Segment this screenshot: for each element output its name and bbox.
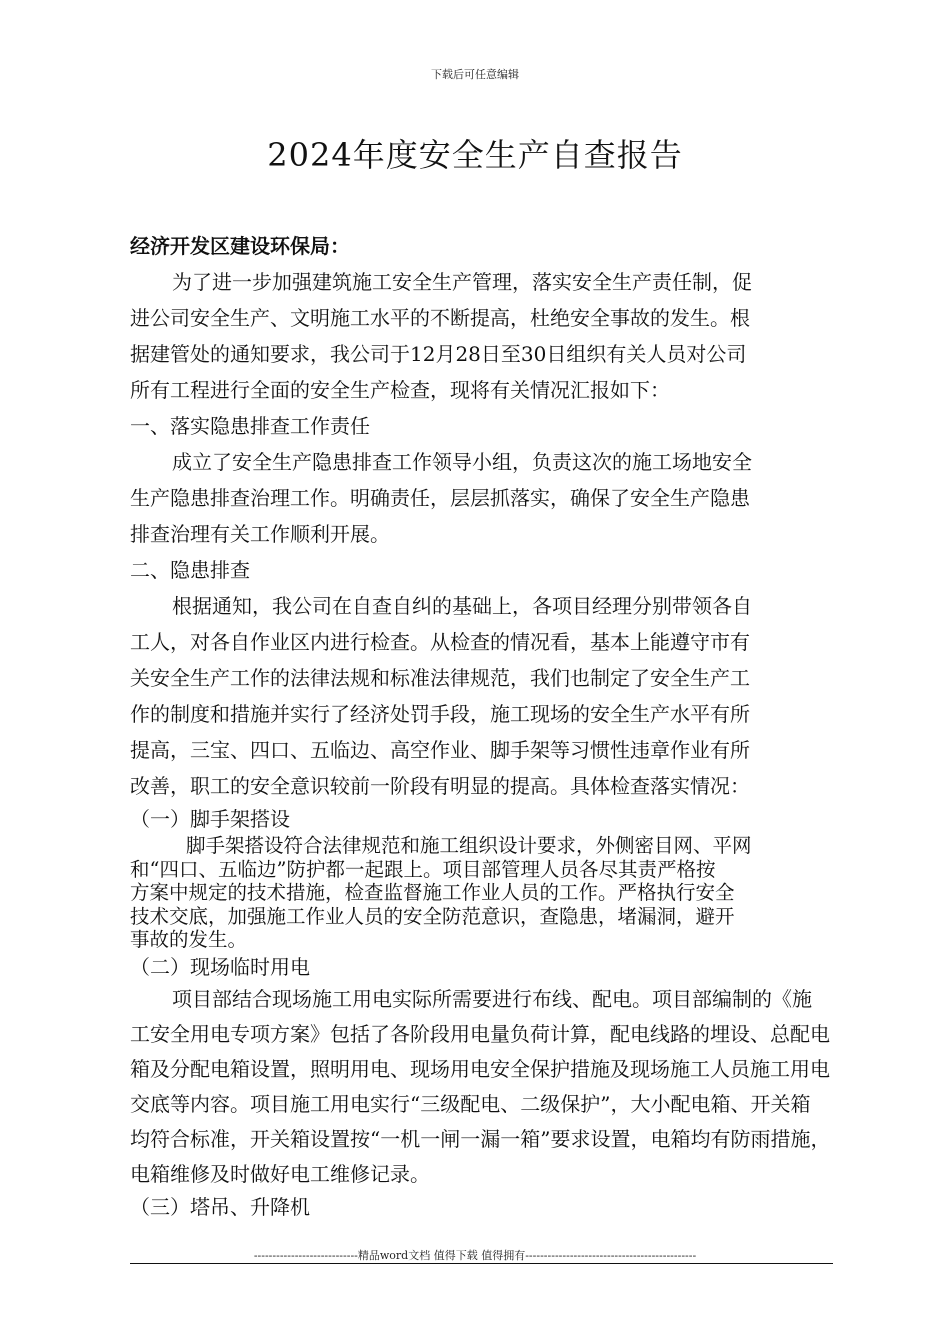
intro-line: 据建管处的通知要求，我公司于12月28日至30日组织有关人员对公司: [130, 342, 747, 366]
section-2-paragraph: [130, 588, 830, 804]
intro-line: 进公司安全生产、文明施工水平的不断提高，杜绝安全事故的发生。根: [130, 306, 750, 330]
paragraph-line: 工安全用电专项方案》包括了各阶段用电量负荷计算，配电线路的埋设、总配电: [130, 1021, 830, 1046]
paragraph-line: 电箱维修及时做好电工维修记录。: [130, 1161, 430, 1186]
paragraph-line: 交底等内容。项目施工用电实行“三级配电、二级保护”，大小配电箱、开关箱: [130, 1091, 811, 1116]
paragraph-line: 成立了安全生产隐患排查工作领导小组，负责这次的施工场地安全: [172, 450, 752, 474]
intro-paragraph: [130, 264, 830, 408]
paragraph-line: 均符合标准，开关箱设置按“一机一闸一漏一箱”要求设置，电箱均有防雨措施，: [130, 1126, 831, 1151]
paragraph-line: 提高，三宝、四口、五临边、高空作业、脚手架等习惯性违章作业有所: [130, 738, 750, 762]
section-heading-2: 二、隐患排查: [130, 558, 250, 582]
subsection-heading-3: （三）塔吊、升降机: [130, 1194, 310, 1219]
paragraph-line: 根据通知，我公司在自查自纠的基础上，各项目经理分别带领各自: [172, 594, 752, 618]
footer-text: ----------------------------精品word文档 值得下载 值得拥有----------------------------------------------: [253, 1249, 697, 1262]
addressee: 经济开发区建设环保局：: [130, 234, 350, 258]
paragraph-line: 关安全生产工作的法律法规和标准法律规范，我们也制定了安全生产工: [130, 666, 750, 690]
intro-line: 所有工程进行全面的安全生产检查，现将有关情况汇报如下：: [130, 378, 670, 402]
subsection-heading-2: （二）现场临时用电: [130, 954, 310, 979]
section-heading-1: 一、落实隐患排查工作责任: [130, 414, 370, 438]
footer-divider: [130, 1263, 833, 1264]
paragraph-line: 箱及分配电箱设置，照明用电、现场用电安全保护措施及现场施工人员施工用电: [130, 1056, 830, 1081]
paragraph-line: 技术交底，加强施工作业人员的安全防范意识，查隐患，堵漏洞，避开: [130, 904, 735, 928]
paragraph-line: 工人，对各自作业区内进行检查。从检查的情况看，基本上能遵守市有: [130, 630, 750, 654]
paragraph-line: 改善，职工的安全意识较前一阶段有明显的提高。具体检查落实情况：: [130, 774, 750, 798]
subsection-heading-1: （一）脚手架搭设: [130, 807, 290, 831]
paragraph-line: 脚手架搭设符合法律规范和施工组织设计要求，外侧密目网、平网: [186, 834, 752, 857]
paragraph-line: 方案中规定的技术措施，检查监督施工作业人员的工作。严格执行安全: [130, 881, 735, 904]
paragraph-line: 和“四口、五临边”防护都一起跟上。项目部管理人员各尽其责严格按: [130, 857, 716, 881]
page-title: 2024年度安全生产自查报告: [267, 136, 683, 174]
subsection-2-paragraph: [130, 982, 830, 1192]
paragraph-line: 事故的发生。: [130, 928, 248, 951]
document-body: [130, 228, 830, 1222]
paragraph-line: 生产隐患排查治理工作。明确责任，层层抓落实，确保了安全生产隐患: [130, 486, 750, 510]
paragraph-line: 项目部结合现场施工用电实际所需要进行布线、配电。项目部编制的《施: [172, 986, 812, 1011]
header-note: 下载后可任意编辑: [431, 68, 519, 81]
intro-line: 为了进一步加强建筑施工安全生产管理，落实安全生产责任制，促: [172, 270, 752, 294]
subsection-1-paragraph: [130, 834, 830, 952]
section-1-paragraph: [130, 444, 830, 552]
paragraph-line: 排查治理有关工作顺利开展。: [130, 522, 390, 546]
paragraph-line: 作的制度和措施并实行了经济处罚手段，施工现场的安全生产水平有所: [130, 702, 750, 726]
